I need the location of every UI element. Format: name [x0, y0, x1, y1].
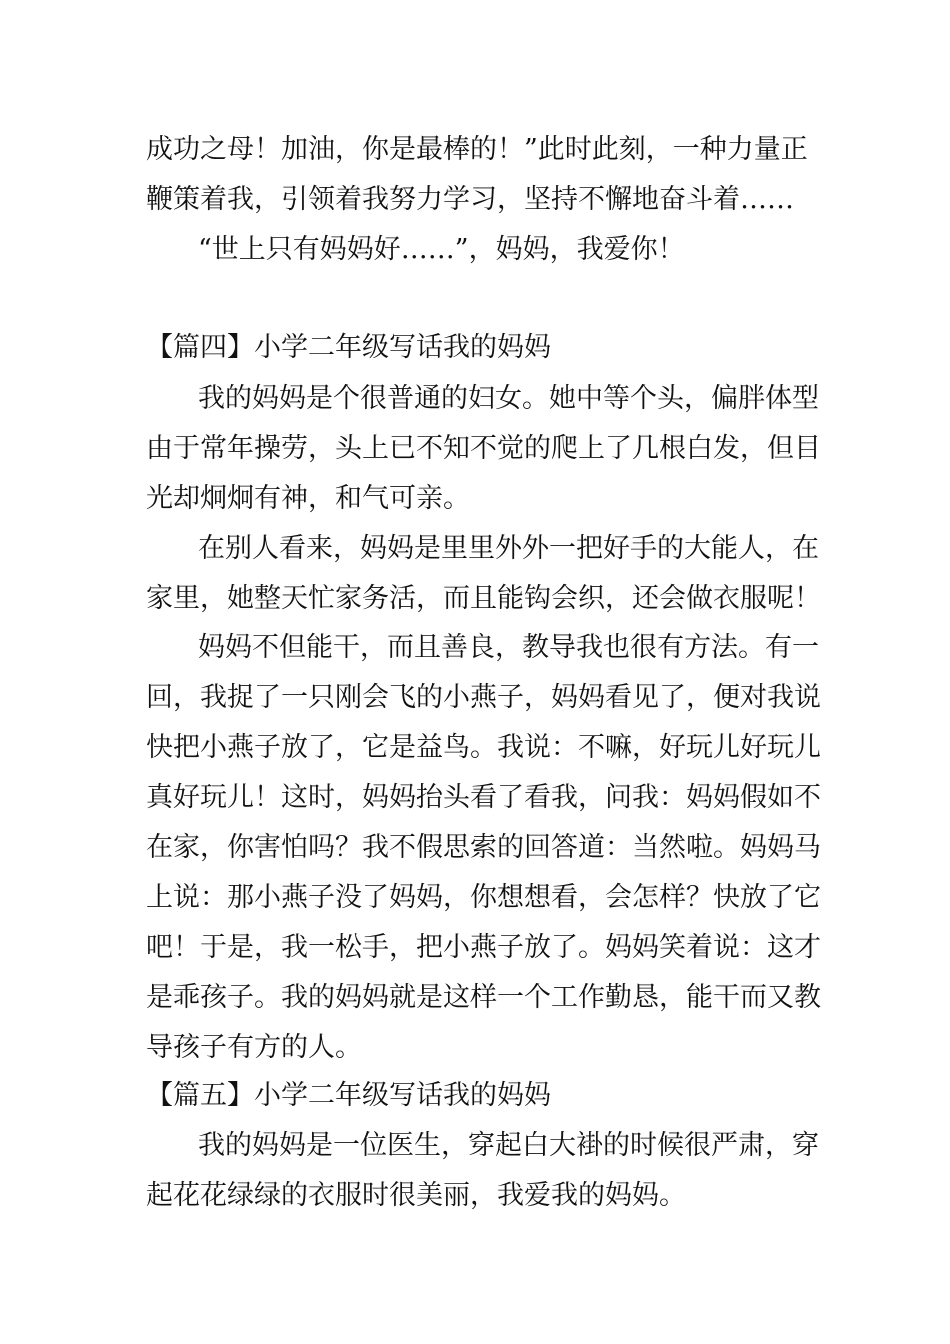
section-heading-4: 【篇四】小学二年级写话我的妈妈 [146, 332, 551, 363]
text-line: 在家，你害怕吗？我不假思索的回答道：当然啦。妈妈马 [146, 832, 821, 863]
text-line: 回，我捉了一只刚会飞的小燕子，妈妈看见了，便对我说 [146, 682, 821, 713]
text-line: 由于常年操劳，头上已不知不觉的爬上了几根白发，但目 [146, 433, 821, 464]
text-line: 快把小燕子放了，它是益鸟。我说：不嘛，好玩儿好玩儿 [146, 732, 821, 763]
section-heading-5: 【篇五】小学二年级写话我的妈妈 [146, 1080, 551, 1111]
text-line: 家里，她整天忙家务活，而且能钩会织，还会做衣服呢！ [146, 583, 821, 614]
text-line: 是乖孩子。我的妈妈就是这样一个工作勤恳，能干而又教 [146, 982, 821, 1013]
text-line: 妈妈不但能干，而且善良，教导我也很有方法。有一 [198, 632, 819, 663]
text-line: 吧！于是，我一松手，把小燕子放了。妈妈笑着说：这才 [146, 932, 821, 963]
text-line: 我的妈妈是个很普通的妇女。她中等个头，偏胖体型 [198, 383, 819, 414]
text-line: 鞭策着我，引领着我努力学习，坚持不懈地奋斗着…… [146, 184, 794, 215]
text-line: 光却炯炯有神，和气可亲。 [146, 483, 470, 514]
text-line: 上说：那小燕子没了妈妈，你想想看，会怎样？快放了它 [146, 882, 821, 913]
text-line: 我的妈妈是一位医生，穿起白大褂的时候很严肃，穿 [198, 1130, 819, 1161]
text-line: 起花花绿绿的衣服时很美丽，我爱我的妈妈。 [146, 1180, 686, 1211]
closing-line: “世上只有妈妈好……”，妈妈，我爱你！ [198, 234, 685, 265]
text-line: 导孩子有方的人。 [146, 1032, 362, 1063]
text-line: 真好玩儿！这时，妈妈抬头看了看我，问我：妈妈假如不 [146, 782, 821, 813]
text-line: 在别人看来，妈妈是里里外外一把好手的大能人，在 [198, 533, 819, 564]
text-line: 成功之母！加油，你是最棒的！”此时此刻，一种力量正 [146, 134, 808, 165]
